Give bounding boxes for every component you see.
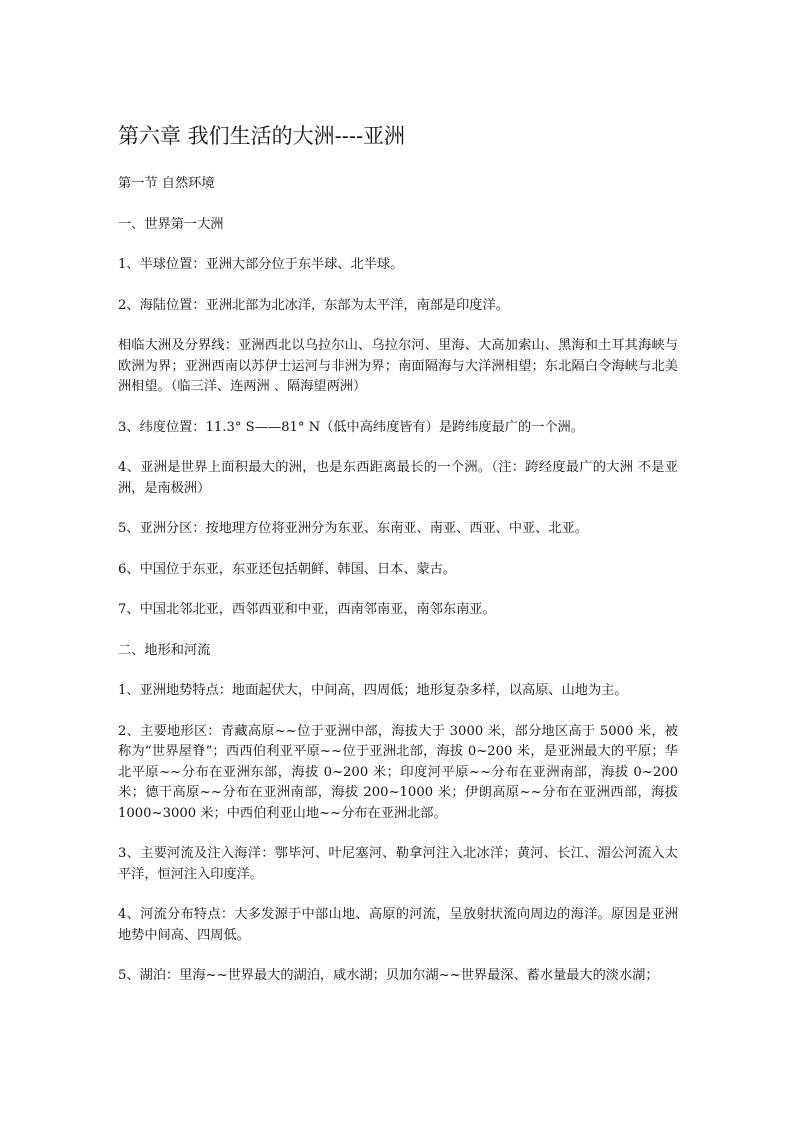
paragraph: 1、亚洲地势特点：地面起伏大，中间高，四周低；地形复杂多样，以高原、山地为主。 [118, 683, 628, 698]
paragraph: 2、主要地形区：青藏高原~~位于亚洲中部，海拔大于 3000 米，部分地区高于 5000 米，被称为“世界屋脊”；西西伯利亚平原~~位于亚洲北部，海拔 0~200 米，是亚洲最大的平原；华北平原~~分布在亚洲东部，海拔 0~200 米；印度河平原~~分布在亚洲南部，海拔 0~200 米；德干高原~~分布在亚洲南部，海拔 200~1000 米；伊朗高原~~分布在亚洲西部，海拔 1000~3000 米；中西伯利亚山地~~分布在亚洲北部。 [118, 723, 678, 821]
paragraph: 3、主要河流及注入海洋：鄂毕河、叶尼塞河、勒拿河注入北冰洋；黄河、长江、湄公河流入太平洋，恒河注入印度洋。 [118, 846, 678, 882]
paragraph: 7、中国北邻北亚，西邻西亚和中亚，西南邻南亚，南邻东南亚。 [118, 602, 496, 617]
paragraph: 1、半球位置：亚洲大部分位于东半球、北半球。 [118, 257, 404, 272]
chapter-title: 第六章 我们生活的大洲----亚洲 [118, 124, 406, 148]
paragraph: 6、中国位于东亚，东亚还包括朝鲜、韩国、日本、蒙古。 [118, 561, 457, 577]
paragraph: 2、海陆位置：亚洲北部为北冰洋，东部为太平洋，南部是印度洋。 [118, 297, 509, 313]
subsection-heading: 二、地形和河流 [118, 642, 211, 658]
paragraph: 3、纬度位置：11.3° S——81° N（低中高纬度皆有）是跨纬度最广的一个洲。 [118, 419, 584, 435]
paragraph: 5、亚洲分区：按地理方位将亚洲分为东亚、东南亚、南亚、西亚、中亚、北亚。 [118, 521, 588, 536]
paragraph: 4、河流分布特点：大多发源于中部山地、高原的河流，呈放射状流向周边的海洋。原因是亚洲地势中间高、四周低。 [118, 907, 678, 943]
paragraph: 5、湖泊：里海~~世界最大的湖泊，咸水湖；贝加尔湖~~世界最深、蓄水量最大的淡水湖； [118, 968, 659, 983]
document-body [118, 122, 678, 1007]
paragraph: 相临大洲及分界线：亚洲西北以乌拉尔山、乌拉尔河、里海、大高加索山、黑海和土耳其海峡与欧洲为界；亚洲西南以苏伊士运河与非洲为界；南面隔海与大洋洲相望；东北隔白令海峡与北美洲相望。（临三洋、连两洲 、隔海望两洲） [118, 338, 678, 394]
paragraph: 4、亚洲是世界上面积最大的洲，也是东西距离最长的一个洲。（注：跨经度最广的大洲 不是亚洲，是南极洲） [118, 460, 678, 496]
section-heading: 第一节 自然环境 [118, 176, 215, 191]
subsection-heading: 一、世界第一大洲 [118, 216, 224, 232]
